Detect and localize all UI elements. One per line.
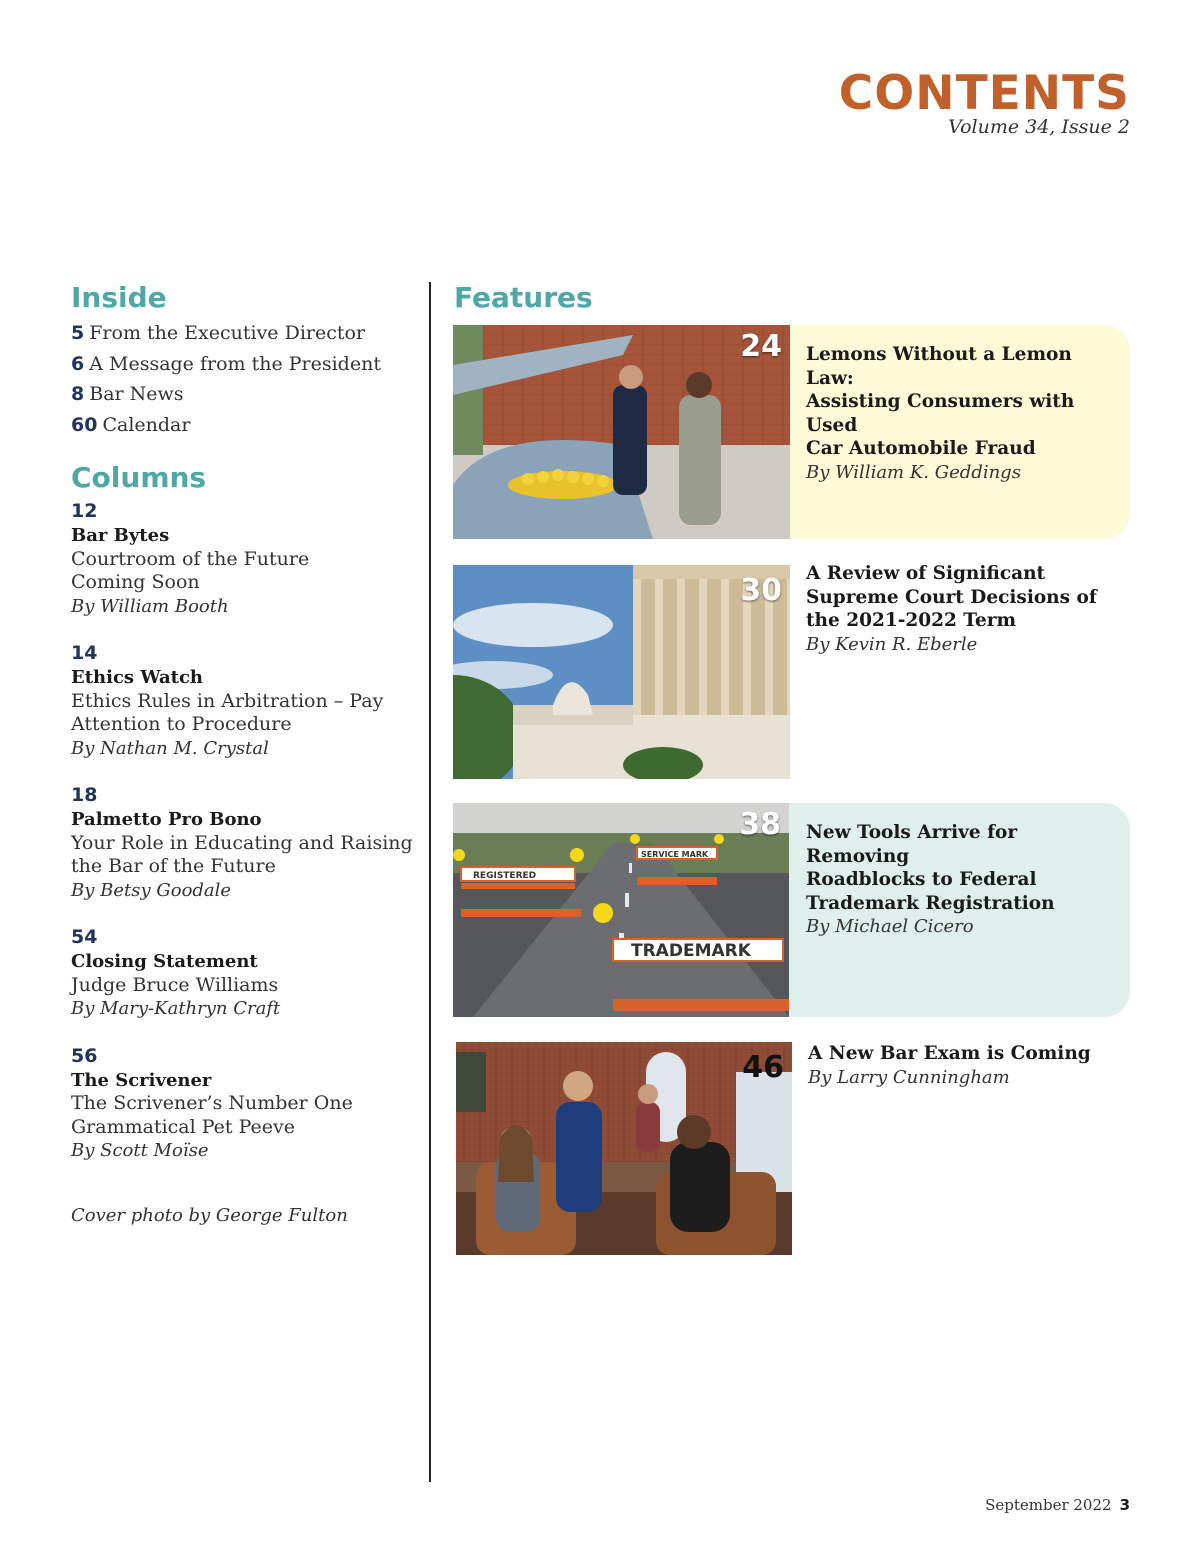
column-entry[interactable]: [71, 924, 416, 1021]
feature-byline: By William K. Geddings: [806, 461, 1021, 483]
feature-page: 38: [739, 807, 781, 842]
column-byline: By Scott Moïse: [71, 1140, 209, 1161]
issue-label: Volume 34, Issue 2: [948, 116, 1130, 138]
feature-card[interactable]: [453, 565, 1130, 779]
column-page: 54: [71, 926, 98, 948]
feature-title-line: the 2021-2022 Term: [806, 610, 1017, 631]
column-desc-line: Ethics Rules in Arbitration – Pay: [71, 689, 384, 712]
inside-item-page: 8: [71, 383, 85, 405]
column-byline: By Nathan M. Crystal: [71, 737, 269, 759]
column-byline: By Betsy Goodale: [71, 879, 232, 901]
inside-item-page: 5: [71, 322, 85, 344]
features-heading: Features: [454, 281, 593, 314]
column-entry[interactable]: [71, 640, 416, 760]
inside-item[interactable]: [71, 349, 416, 380]
inside-item[interactable]: [71, 379, 416, 410]
feature-page: 46: [742, 1050, 784, 1085]
feature-title-line: Assisting Consumers with Used: [806, 391, 1075, 436]
used-car-photo: [453, 325, 790, 539]
feature-title-line: New Tools Arrive for Removing: [806, 822, 1018, 867]
feature-title-line: A Review of Significant: [806, 563, 1046, 584]
inside-item[interactable]: [71, 410, 416, 441]
feature-byline: By Larry Cunningham: [808, 1066, 1010, 1088]
feature-title-line: A New Bar Exam is Coming: [808, 1043, 1091, 1064]
feature-page: 30: [740, 573, 782, 608]
feature-title-line: Lemons Without a Lemon Law:: [806, 344, 1072, 389]
column-desc-line: The Scrivener’s Number One: [71, 1092, 353, 1114]
column-entry[interactable]: [71, 1043, 416, 1163]
inside-item-label: From the Executive Director: [89, 322, 366, 344]
photo-label-registered: REGISTERED: [473, 871, 537, 881]
inside-heading: Inside: [71, 281, 167, 314]
column-entry[interactable]: [71, 498, 416, 618]
footer-date: September 2022: [985, 1496, 1112, 1514]
column-desc-line: the Bar of the Future: [71, 855, 276, 877]
column-page: 14: [71, 642, 98, 664]
feature-title-line: Supreme Court Decisions of: [806, 586, 1097, 608]
photo-label-service-mark: SERVICE MARK: [641, 850, 709, 859]
column-desc-line: Attention to Procedure: [71, 713, 292, 735]
page-title: CONTENTS: [838, 66, 1130, 121]
photo-label-trademark: TRADEMARK: [631, 941, 751, 961]
column-name: Palmetto Pro Bono: [71, 809, 262, 830]
feature-title-line: Trademark Registration: [806, 892, 1055, 914]
column-divider: [429, 282, 431, 1482]
feature-card[interactable]: [453, 803, 1130, 1017]
column-desc-line: Coming Soon: [71, 571, 200, 593]
column-name: Bar Bytes: [71, 525, 170, 546]
column-name: The Scrivener: [71, 1069, 212, 1091]
supreme-court-photo: [453, 565, 790, 779]
left-column: [71, 280, 416, 1226]
feature-page: 24: [740, 329, 782, 364]
inside-item[interactable]: [71, 318, 416, 349]
column-page: 56: [71, 1044, 98, 1067]
students-photo: [456, 1042, 792, 1255]
column-desc-line: Grammatical Pet Peeve: [71, 1115, 295, 1138]
inside-item-label: Calendar: [102, 413, 191, 436]
feature-title-line: Roadblocks to Federal: [806, 869, 1037, 890]
inside-item-page: 60: [71, 413, 98, 436]
inside-list: [71, 318, 416, 440]
column-page: 12: [71, 500, 98, 522]
columns-heading: Columns: [71, 461, 207, 494]
feature-text: [806, 562, 1124, 656]
feature-card[interactable]: [453, 1042, 1130, 1256]
cover-credit: Cover photo by George Fulton: [71, 1204, 348, 1226]
feature-byline: By Michael Cicero: [806, 916, 974, 937]
feature-byline: By Kevin R. Eberle: [806, 633, 978, 655]
column-name: Closing Statement: [71, 951, 258, 972]
column-desc-line: Judge Bruce Williams: [71, 973, 279, 996]
inside-item-label: A Message from the President: [89, 352, 381, 375]
feature-text: [806, 343, 1124, 484]
feature-card[interactable]: [453, 325, 1130, 539]
feature-text: [808, 1042, 1126, 1089]
inside-item-label: Bar News: [89, 383, 184, 405]
masthead: [839, 66, 1130, 138]
column-name: Ethics Watch: [71, 667, 203, 688]
footer-page-number: 3: [1119, 1496, 1130, 1514]
page-footer: [985, 1496, 1130, 1514]
feature-text: [806, 821, 1124, 939]
column-desc-line: Your Role in Educating and Raising: [71, 831, 413, 854]
feature-title-line: Car Automobile Fraud: [806, 438, 1036, 459]
column-entry[interactable]: [71, 782, 416, 902]
column-page: 18: [71, 784, 98, 806]
column-desc-line: Courtroom of the Future: [71, 547, 310, 570]
roadblocks-photo: [453, 803, 789, 1017]
inside-item-page: 6: [71, 352, 85, 375]
column-byline: By William Booth: [71, 595, 229, 617]
column-byline: By Mary-Kathryn Craft: [71, 998, 281, 1019]
